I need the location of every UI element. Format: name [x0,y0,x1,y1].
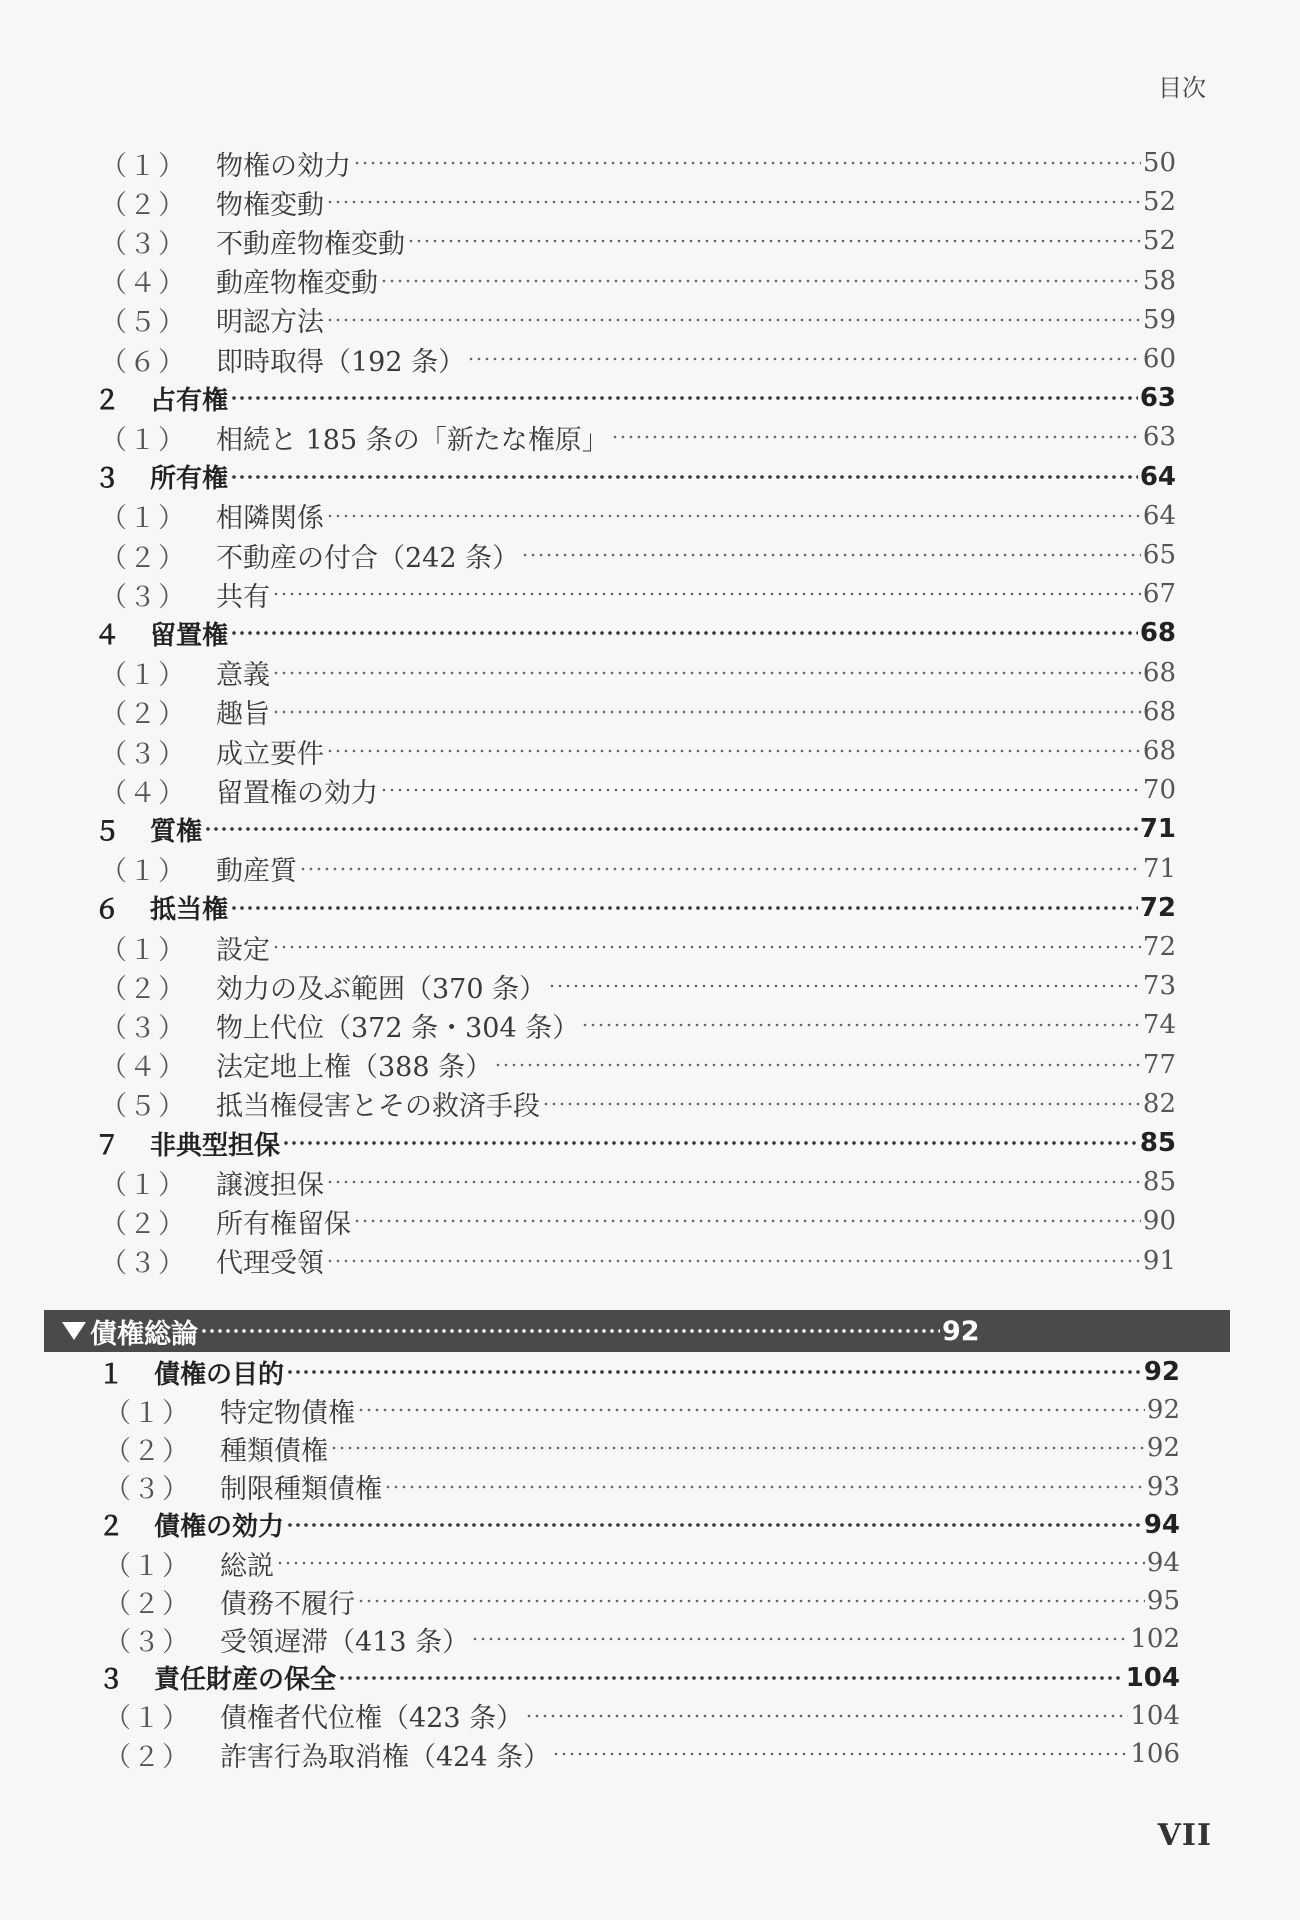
leader-dots [230,906,1138,910]
toc-subsection-row[interactable] [104,1698,1180,1734]
toc-subsection-row[interactable] [100,1086,1176,1122]
leader-dots [353,1219,1141,1223]
toc-subsection-row[interactable] [100,694,1176,730]
entry-page: 85 [1139,1128,1176,1158]
entry-number: ３ [98,1665,125,1696]
leader-dots [407,239,1141,243]
entry-title: 総説 [220,1550,274,1582]
toc-subsection-row[interactable] [100,498,1176,534]
entry-title: 責任財産の保全 [154,1665,337,1696]
entry-title: 設定 [216,934,270,966]
leader-dots [548,984,1141,988]
entry-title: 法定地上権（388 条） [216,1052,493,1084]
entry-title: 所有権留保 [216,1208,351,1240]
entry-number: （２） [100,1208,187,1240]
entry-title: 物上代位（372 条・304 条） [216,1012,580,1044]
entry-page: 68 [1142,736,1176,766]
toc-subsection-row[interactable] [100,772,1176,808]
leader-dots [272,710,1141,714]
leader-dots [338,1676,1124,1680]
entry-number: ４ [94,620,121,651]
leader-dots [286,1370,1142,1374]
entry-page: 65 [1142,540,1176,570]
entry-page: 93 [1146,1471,1180,1502]
entry-title: 受領遅滞（413 条） [220,1626,470,1658]
entry-number: ２ [94,385,121,416]
entry-number: （３） [100,228,187,260]
entry-page: 92 [1143,1357,1180,1387]
entry-title: 動産質 [216,856,297,888]
entry-number: （１） [100,934,187,966]
leader-dots [326,1259,1141,1263]
entry-title: 意義 [216,660,270,692]
leader-dots [272,945,1141,949]
triangle-down-icon [62,1322,86,1340]
entry-number: （３） [104,1474,191,1506]
entry-number: （１） [100,424,187,456]
entry-page: 64 [1142,500,1176,531]
entry-page: 104 [1130,1700,1180,1731]
toc-section-row[interactable] [94,890,1176,926]
toc-subsection-row[interactable] [100,1164,1176,1200]
entry-page: 90 [1142,1206,1176,1237]
entry-number: （３） [100,1012,187,1044]
entry-number: （１） [100,503,187,535]
running-header: 目次 [1158,74,1206,102]
leader-dots [467,357,1141,361]
entry-page: 95 [1146,1586,1180,1617]
entry-page: 58 [1142,265,1176,296]
entry-page: 91 [1142,1245,1176,1276]
toc-subsection-row[interactable] [100,655,1176,691]
toc-section-row[interactable] [94,459,1176,495]
leader-dots [353,161,1141,165]
leader-dots [200,1329,940,1333]
entry-title: 物権変動 [216,189,324,221]
leader-dots [581,1023,1141,1027]
entry-page: 104 [1125,1662,1180,1693]
toc-subsection-row[interactable] [104,1430,1180,1466]
entry-number: （２） [100,189,187,221]
entry-page: 50 [1142,148,1176,178]
page-number: VII [1157,1818,1212,1853]
entry-page: 92 [1146,1433,1180,1464]
leader-dots [276,1561,1145,1565]
leader-dots [611,435,1141,439]
leader-dots [525,1714,1128,1718]
entry-title: 質権 [150,816,203,847]
toc-subsection-row[interactable] [100,302,1176,338]
entry-title: 共有 [216,581,270,613]
toc-subsection-row[interactable] [100,263,1176,299]
entry-number: （２） [100,973,187,1005]
entry-title: 抵当権侵害とその救済手段 [216,1091,540,1123]
entry-page: 72 [1142,932,1176,962]
chapter-heading[interactable] [44,1310,1230,1352]
entry-page: 85 [1142,1167,1176,1198]
entry-title: 代理受領 [216,1248,324,1280]
toc-subsection-row[interactable] [104,1736,1180,1772]
leader-dots [521,553,1141,557]
entry-title: 種類債権 [220,1435,328,1467]
entry-number: （１） [100,856,187,888]
leader-dots [326,1180,1141,1184]
entry-page: 60 [1142,344,1176,374]
toc-subsection-row[interactable] [100,1047,1176,1083]
entry-number: （３） [100,738,187,770]
leader-dots [282,1141,1138,1145]
entry-number: ６ [94,895,121,926]
entry-number: （２） [104,1588,191,1620]
toc-section-row[interactable] [98,1354,1180,1390]
toc-subsection-row[interactable] [100,341,1176,377]
leader-dots [380,788,1141,792]
entry-page: 63 [1139,383,1176,414]
toc-subsection-row[interactable] [100,1243,1176,1279]
toc-subsection-row[interactable] [100,184,1176,220]
entry-page: 52 [1142,226,1176,257]
leader-dots [299,867,1141,871]
toc-subsection-row[interactable] [100,851,1176,887]
leader-dots [230,396,1138,400]
toc-subsection-row[interactable] [100,929,1176,965]
entry-title: 留置権の効力 [216,777,378,809]
toc-subsection-row[interactable] [100,733,1176,769]
leader-dots [357,1599,1145,1603]
toc-section-row[interactable] [98,1660,1180,1696]
entry-page: 70 [1142,775,1176,806]
entry-page: 92 [1146,1395,1180,1426]
entry-title: 詐害行為取消権（424 条） [220,1741,551,1773]
toc-section-row[interactable] [94,1125,1176,1161]
entry-number: ２ [98,1512,125,1543]
entry-number: （３） [100,581,187,613]
entry-page: 94 [1146,1548,1180,1578]
toc-subsection-row[interactable] [100,968,1176,1004]
toc-subsection-row[interactable] [100,537,1176,573]
toc-section-row[interactable] [98,1507,1180,1543]
entry-title: 相続と 185 条の「新たな権原」 [216,424,609,456]
entry-number: ７ [94,1130,121,1161]
entry-number: １ [98,1359,125,1390]
entry-title: 抵当権 [150,895,229,926]
entry-page: 68 [1142,696,1176,727]
entry-title: 物権の効力 [216,150,351,182]
entry-number: ３ [94,464,121,495]
entry-page: 59 [1142,304,1176,335]
entry-number: （２） [104,1435,191,1467]
entry-page: 72 [1139,892,1176,923]
toc-subsection-row[interactable] [104,1545,1180,1581]
leader-dots [326,318,1141,322]
entry-title: 即時取得（192 条） [216,346,466,378]
entry-number: （６） [100,346,187,378]
toc-subsection-row[interactable] [100,1007,1176,1043]
entry-title: 債権者代位権（423 条） [220,1703,524,1735]
leader-dots [552,1752,1128,1756]
leader-dots [326,514,1141,518]
entry-page: 68 [1139,618,1176,649]
leader-dots [542,1102,1141,1106]
entry-page: 71 [1142,853,1176,884]
entry-number: （１） [104,1703,191,1735]
entry-page: 77 [1142,1049,1176,1080]
entry-page: 68 [1142,657,1176,688]
entry-page: 64 [1139,461,1176,492]
leader-dots [384,1485,1145,1489]
entry-number: （５） [100,307,187,339]
toc-subsection-row[interactable] [100,419,1176,455]
entry-number: （２） [104,1741,191,1773]
entry-title: 債権の効力 [154,1512,285,1543]
entry-title: 債権の目的 [154,1359,285,1390]
entry-page: 74 [1142,1010,1176,1041]
leader-dots [494,1063,1141,1067]
entry-title: 非典型担保 [150,1130,281,1161]
entry-title: 不動産物権変動 [216,228,405,260]
toc-subsection-row[interactable] [104,1583,1180,1619]
leader-dots [230,475,1138,479]
entry-number: （１） [100,1169,187,1201]
entry-page: 67 [1142,579,1176,610]
entry-title: 相隣関係 [216,503,324,535]
entry-number: （１） [104,1550,191,1582]
leader-dots [204,827,1138,831]
leader-dots [230,631,1138,635]
entry-title: 効力の及ぶ範囲（370 条） [216,973,547,1005]
toc-section-row[interactable] [94,380,1176,416]
chapter-title: 債権総論 [90,1318,198,1350]
entry-page: 94 [1143,1509,1180,1540]
leader-dots [326,749,1141,753]
toc-subsection-row[interactable] [104,1469,1180,1505]
toc-subsection-row[interactable] [100,1203,1176,1239]
entry-number: （４） [100,1052,187,1084]
leader-dots [272,592,1141,596]
entry-title: 動産物権変動 [216,268,378,300]
entry-title: 留置権 [150,620,229,651]
entry-title: 不動産の付合（242 条） [216,542,520,574]
entry-page: 63 [1142,422,1176,453]
toc-section-row[interactable] [94,811,1176,847]
entry-title: 成立要件 [216,738,324,770]
entry-page: 52 [1142,187,1176,218]
entry-number: （１） [100,150,187,182]
entry-page: 102 [1130,1624,1180,1655]
entry-page: 106 [1130,1739,1180,1769]
entry-number: （３） [104,1626,191,1658]
entry-page: 73 [1142,971,1176,1002]
entry-title: 債務不履行 [220,1588,355,1620]
entry-number: （３） [100,1248,187,1280]
entry-title: 趣旨 [216,699,270,731]
entry-title: 譲渡担保 [216,1169,324,1201]
leader-dots [272,671,1141,675]
toc-subsection-row[interactable] [104,1621,1180,1657]
entry-title: 明認方法 [216,307,324,339]
leader-dots [326,200,1141,204]
entry-number: （４） [100,268,187,300]
toc-subsection-row[interactable] [104,1392,1180,1428]
entry-title: 制限種類債権 [220,1474,382,1506]
entry-title: 占有権 [150,385,229,416]
leader-dots [380,279,1141,283]
chapter-page: 92 [942,1315,980,1347]
entry-page: 82 [1142,1088,1176,1119]
entry-page: 71 [1139,814,1176,845]
entry-number: （５） [100,1091,187,1123]
entry-number: （１） [104,1397,191,1429]
leader-dots [330,1446,1145,1450]
entry-number: （４） [100,777,187,809]
entry-number: （２） [100,542,187,574]
toc-section-row[interactable] [94,615,1176,651]
entry-number: （１） [100,660,187,692]
entry-title: 所有権 [150,464,229,495]
toc-subsection-row[interactable] [100,223,1176,259]
entry-title: 特定物債権 [220,1397,355,1429]
leader-dots [357,1408,1145,1412]
leader-dots [286,1523,1142,1527]
leader-dots [471,1637,1128,1641]
entry-number: ５ [94,816,121,847]
entry-number: （２） [100,699,187,731]
toc-subsection-row[interactable] [100,576,1176,612]
toc-subsection-row[interactable] [100,145,1176,181]
